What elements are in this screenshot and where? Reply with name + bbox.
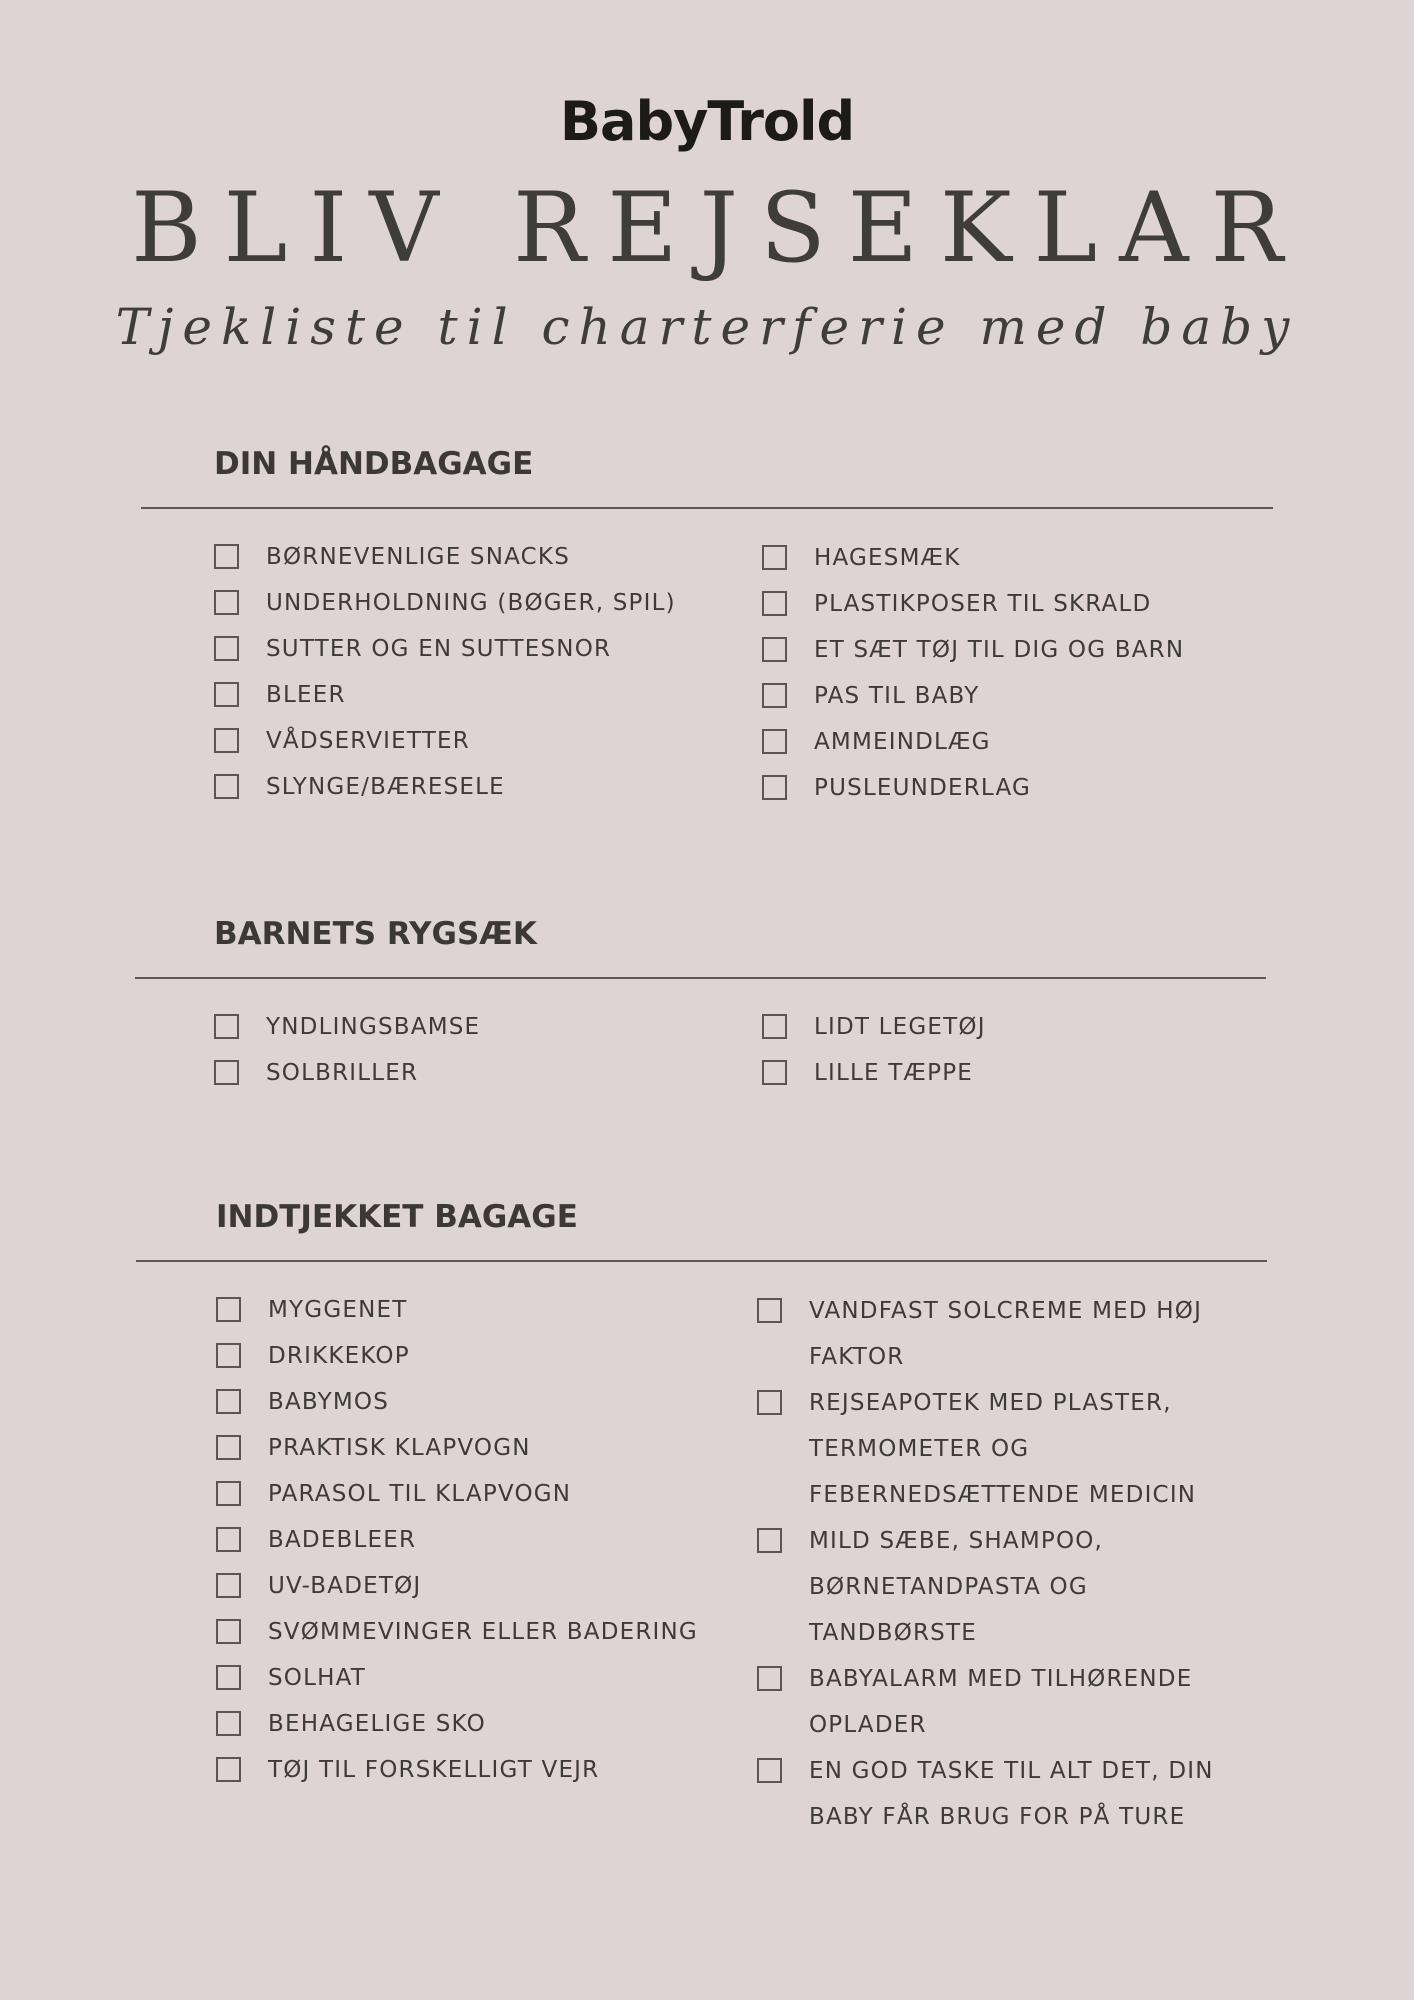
checkbox[interactable] [214, 728, 239, 753]
checklist-item[interactable] [762, 627, 1282, 673]
checkbox[interactable] [762, 1014, 787, 1039]
checklist-item-label: ET SÆT TØJ TIL DIG OG BARN [814, 637, 1185, 663]
checkbox[interactable] [762, 637, 787, 662]
brand-logo: BabyTrold [559, 90, 855, 153]
checklist-item[interactable] [762, 535, 1282, 581]
checklist-item-label: PLASTIKPOSER TIL SKRALD [814, 591, 1152, 617]
checklist-item[interactable] [214, 764, 734, 810]
checkbox[interactable] [216, 1527, 241, 1552]
checklist-item-label: LIDT LEGETØJ [814, 1014, 986, 1040]
checklist-rygsaek-right [762, 1004, 1282, 1096]
checklist-item[interactable] [216, 1609, 736, 1655]
checklist-item[interactable] [216, 1701, 736, 1747]
checklist-item[interactable] [757, 1288, 1227, 1380]
checkbox[interactable] [216, 1757, 241, 1782]
checklist-item[interactable] [762, 765, 1282, 811]
checklist-item-label: AMMEINDLÆG [814, 729, 991, 755]
checkbox[interactable] [762, 591, 787, 616]
checklist-item-label: LILLE TÆPPE [814, 1060, 973, 1086]
checklist-item-label: SUTTER OG EN SUTTESNOR [266, 636, 612, 662]
section-divider [141, 507, 1273, 509]
section-divider [136, 1260, 1267, 1262]
checklist-item[interactable] [216, 1287, 736, 1333]
checkbox[interactable] [214, 774, 239, 799]
checklist-item-label: VÅDSERVIETTER [266, 728, 470, 754]
checkbox[interactable] [214, 682, 239, 707]
checklist-item[interactable] [216, 1563, 736, 1609]
checklist-item-label: UV-BADETØJ [268, 1573, 422, 1599]
checklist-item[interactable] [757, 1656, 1227, 1748]
checklist-haandbagage-right [762, 535, 1282, 811]
checklist-item[interactable] [757, 1748, 1227, 1840]
checklist-item[interactable] [216, 1747, 736, 1793]
checkbox[interactable] [757, 1758, 782, 1783]
checkbox[interactable] [757, 1298, 782, 1323]
checklist-item-label: EN GOD TASKE TIL ALT DET, DIN BABY FÅR BRUG FOR PÅ TURE [809, 1758, 1214, 1830]
checklist-item[interactable] [214, 534, 734, 580]
checkbox[interactable] [214, 544, 239, 569]
page-title: BLIV REJSEKLAR [131, 172, 1305, 284]
checkbox[interactable] [216, 1711, 241, 1736]
checklist-item-label: PAS TIL BABY [814, 683, 980, 709]
checklist-item[interactable] [216, 1471, 736, 1517]
checklist-item-label: YNDLINGSBAMSE [266, 1014, 481, 1040]
checklist-item-label: TØJ TIL FORSKELLIGT VEJR [268, 1757, 600, 1783]
checklist-item-label: BABYMOS [268, 1389, 390, 1415]
checklist-item[interactable] [762, 673, 1282, 719]
checkbox[interactable] [762, 775, 787, 800]
checklist-item-label: SOLHAT [268, 1665, 367, 1691]
checklist-item[interactable] [216, 1379, 736, 1425]
checklist-item-label: SVØMMEVINGER ELLER BADERING [268, 1619, 698, 1645]
checklist-item[interactable] [214, 626, 734, 672]
checkbox[interactable] [214, 590, 239, 615]
checklist-item-label: MYGGENET [268, 1297, 408, 1323]
checkbox[interactable] [214, 636, 239, 661]
checkbox[interactable] [762, 729, 787, 754]
checklist-rygsaek-left [214, 1004, 734, 1096]
checklist-item[interactable] [216, 1517, 736, 1563]
checkbox[interactable] [216, 1619, 241, 1644]
checklist-item[interactable] [216, 1333, 736, 1379]
checklist-indtjekket-right [757, 1288, 1227, 1840]
checkbox[interactable] [216, 1389, 241, 1414]
checkbox[interactable] [216, 1435, 241, 1460]
section-title-haandbagage: DIN HÅNDBAGAGE [214, 446, 534, 482]
checklist-item-label: REJSEAPOTEK MED PLASTER, TERMOMETER OG FEBERNEDSÆTTENDE MEDICIN [809, 1390, 1197, 1508]
checklist-item[interactable] [757, 1380, 1227, 1518]
checkbox[interactable] [216, 1481, 241, 1506]
checklist-item[interactable] [214, 580, 734, 626]
checklist-item[interactable] [216, 1425, 736, 1471]
section-divider [135, 977, 1266, 979]
checkbox[interactable] [216, 1297, 241, 1322]
checklist-item-label: VANDFAST SOLCREME MED HØJ FAKTOR [809, 1298, 1203, 1370]
checklist-item-label: PARASOL TIL KLAPVOGN [268, 1481, 572, 1507]
checklist-item[interactable] [762, 1004, 1282, 1050]
checkbox[interactable] [757, 1390, 782, 1415]
checklist-item-label: BABYALARM MED TILHØRENDE OPLADER [809, 1666, 1193, 1738]
checklist-item-label: SLYNGE/BÆRESELE [266, 774, 505, 800]
checkbox[interactable] [216, 1573, 241, 1598]
checklist-item-label: BADEBLEER [268, 1527, 417, 1553]
checklist-item[interactable] [762, 719, 1282, 765]
checkbox[interactable] [214, 1014, 239, 1039]
checklist-item-label: BLEER [266, 682, 346, 708]
checklist-item[interactable] [757, 1518, 1227, 1656]
checkbox[interactable] [214, 1060, 239, 1085]
checklist-item[interactable] [762, 1050, 1282, 1096]
checkbox[interactable] [762, 1060, 787, 1085]
checklist-indtjekket-left [216, 1287, 736, 1793]
checklist-item[interactable] [214, 1050, 734, 1096]
checklist-item-label: MILD SÆBE, SHAMPOO, BØRNETANDPASTA OG TANDBØRSTE [809, 1528, 1104, 1646]
checklist-item-label: DRIKKEKOP [268, 1343, 410, 1369]
checklist-item-label: BØRNEVENLIGE SNACKS [266, 544, 571, 570]
checkbox[interactable] [762, 683, 787, 708]
checkbox[interactable] [762, 545, 787, 570]
checklist-item[interactable] [214, 672, 734, 718]
page-subtitle: Tjekliste til charterferie med baby [115, 298, 1299, 356]
checkbox[interactable] [757, 1666, 782, 1691]
checklist-item-label: PUSLEUNDERLAG [814, 775, 1032, 801]
checklist-item-label: PRAKTISK KLAPVOGN [268, 1435, 531, 1461]
checklist-item[interactable] [214, 1004, 734, 1050]
section-title-rygsaek: BARNETS RYGSÆK [214, 916, 537, 952]
checklist-item[interactable] [214, 718, 734, 764]
checklist-item[interactable] [762, 581, 1282, 627]
checklist-item-label: UNDERHOLDNING (BØGER, SPIL) [266, 590, 676, 616]
section-title-indtjekket: INDTJEKKET BAGAGE [216, 1199, 578, 1235]
checklist-haandbagage-left [214, 534, 734, 810]
checklist-item-label: BEHAGELIGE SKO [268, 1711, 486, 1737]
checkbox[interactable] [216, 1343, 241, 1368]
checklist-item[interactable] [216, 1655, 736, 1701]
checkbox[interactable] [757, 1528, 782, 1553]
checkbox[interactable] [216, 1665, 241, 1690]
checklist-item-label: HAGESMÆK [814, 545, 961, 571]
checklist-item-label: SOLBRILLER [266, 1060, 419, 1086]
